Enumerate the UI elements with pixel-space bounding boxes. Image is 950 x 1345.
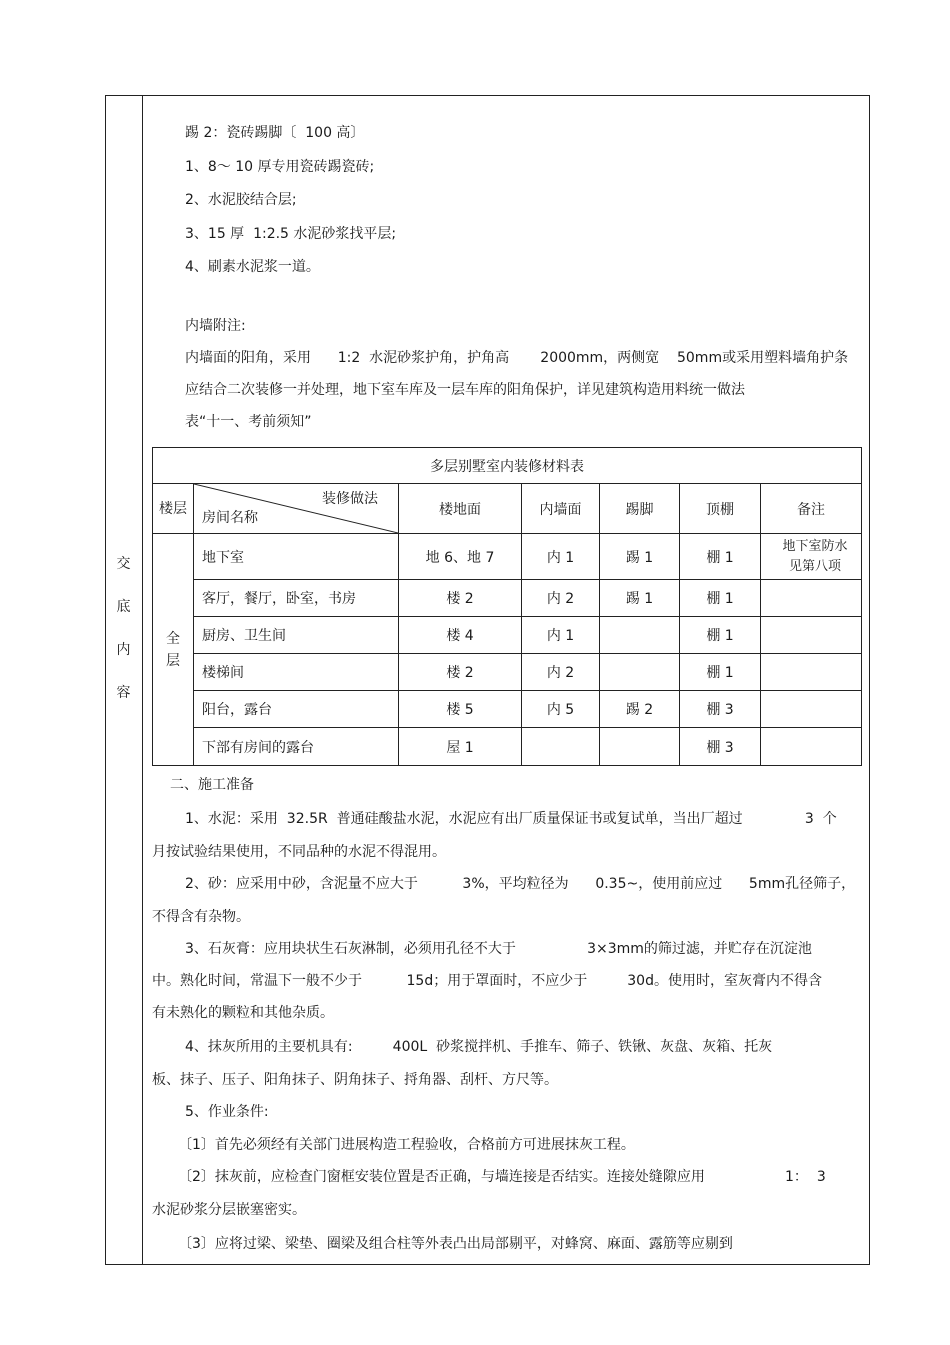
floor-group-label: 全层	[166, 630, 180, 669]
room-cell: 下部有房间的露台	[194, 728, 399, 766]
table-row	[153, 580, 862, 617]
notes-cell	[761, 654, 862, 691]
spec-line: 2、水泥胶结合层;	[185, 192, 297, 208]
skirting-cell: 踢 1	[600, 534, 680, 580]
paragraph-line: 中。熟化时间，常温下一般不少于 15d；用于罩面时，不应少于 30d。使用时，室灰膏内不得含	[152, 973, 822, 989]
header-diagonal-cell	[194, 484, 399, 534]
table-title: 多层别墅室内装修材料表	[153, 448, 862, 484]
table-row	[153, 617, 862, 654]
side-label-char: 底	[116, 599, 131, 615]
header-notes: 备注	[761, 484, 862, 534]
notes-cell	[761, 617, 862, 654]
table-row	[153, 654, 862, 691]
ceiling-cell: 棚 1	[680, 580, 761, 617]
ceiling-cell: 棚 1	[680, 654, 761, 691]
ceiling-cell: 棚 1	[680, 617, 761, 654]
note-line: 表“十一、考前须知”	[185, 414, 312, 430]
room-cell: 客厅，餐厅，卧室，书房	[194, 580, 399, 617]
skirting-cell	[600, 728, 680, 766]
section-heading: 二、施工准备	[170, 777, 254, 793]
column-divider	[142, 95, 143, 1265]
notes-line: 地下室防水	[782, 538, 848, 554]
paragraph-line: 板、抹子、压子、阳角抹子、阴角抹子、捋角器、刮杆、方尺等。	[152, 1072, 558, 1088]
skirting-title: 踢 2：瓷砖踢脚〔 100 高〕	[185, 125, 365, 141]
floor-cell: 楼 5	[399, 691, 522, 728]
notes-cell	[761, 580, 862, 617]
wall-cell: 内 2	[522, 654, 600, 691]
paragraph-line: 5、作业条件:	[185, 1104, 269, 1120]
paragraph-line: 〔2〕抹灰前，应检查门窗框安装位置是否正确，与墙连接是否结实。连接处缝隙应用 1： 3	[178, 1169, 826, 1185]
header-floor	[153, 484, 194, 534]
spec-line: 4、刷素水泥浆一道。	[185, 259, 320, 275]
header-method: 装修做法	[322, 491, 378, 507]
side-label-char: 容	[116, 685, 131, 701]
table-row	[153, 534, 862, 580]
skirting-cell	[600, 654, 680, 691]
floor-cell: 楼 2	[399, 654, 522, 691]
paragraph-line: 有未熟化的颗粒和其他杂质。	[152, 1005, 334, 1021]
side-label-char: 交	[116, 556, 131, 572]
spec-line: 3、15 厚 1:2.5 水泥砂浆找平层;	[185, 226, 397, 242]
paragraph-line: 〔1〕首先必须经有关部门进展构造工程验收，合格前方可进展抹灰工程。	[178, 1137, 635, 1153]
floor-cell: 屋 1	[399, 728, 522, 766]
header-floor-ground: 楼地面	[399, 484, 522, 534]
ceiling-cell: 棚 1	[680, 534, 761, 580]
notes-cell	[761, 728, 862, 766]
floor-cell: 地 6、地 7	[399, 534, 522, 580]
skirting-cell	[600, 617, 680, 654]
note-title: 内墙附注:	[185, 318, 246, 334]
room-cell: 楼梯间	[194, 654, 399, 691]
wall-cell: 内 5	[522, 691, 600, 728]
notes-cell	[761, 534, 862, 580]
note-line: 应结合二次装修一并处理，地下室车库及一层车库的阳角保护，详见建筑构造用料统一做法	[185, 382, 745, 398]
ceiling-cell: 棚 3	[680, 728, 761, 766]
floor-cell: 楼 4	[399, 617, 522, 654]
wall-cell: 内 1	[522, 617, 600, 654]
paragraph-line: 2、砂：应采用中砂，含泥量不应大于 3%，平均粒径为 0.35~，使用前应过 5mm孔径筛子，	[185, 876, 856, 892]
header-inner-wall: 内墙面	[522, 484, 600, 534]
paragraph-line: 水泥砂浆分层嵌塞密实。	[152, 1202, 306, 1218]
notes-cell	[761, 691, 862, 728]
side-label-char: 内	[116, 642, 131, 658]
skirting-cell: 踢 1	[600, 580, 680, 617]
header-ceiling: 顶棚	[680, 484, 761, 534]
spec-line: 1、8～ 10 厚专用瓷砖踢瓷砖;	[185, 159, 375, 175]
floor-cell: 楼 2	[399, 580, 522, 617]
room-cell: 厨房、卫生间	[194, 617, 399, 654]
floor-group-cell	[153, 534, 194, 766]
room-cell: 阳台，露台	[194, 691, 399, 728]
header-floor-text: 楼层	[159, 500, 187, 517]
paragraph-line: 不得含有杂物。	[152, 909, 250, 925]
notes-line: 见第八项	[789, 558, 842, 574]
paragraph-line: 〔3〕应将过梁、梁垫、圈梁及组合柱等外表凸出局部剔平，对蜂窝、麻面、露筋等应剔到	[178, 1236, 733, 1252]
paragraph-line: 4、抹灰所用的主要机具有: 400L 砂浆搅拌机、手推车、筛子、铁锹、灰盘、灰箱、托灰	[185, 1039, 773, 1055]
wall-cell: 内 2	[522, 580, 600, 617]
ceiling-cell: 棚 3	[680, 691, 761, 728]
paragraph-line: 1、水泥：采用 32.5R 普通硅酸盐水泥，水泥应有出厂质量保证书或复试单，当出厂超过 3 个	[185, 811, 837, 827]
wall-cell: 内 1	[522, 534, 600, 580]
header-skirting: 踢脚	[600, 484, 680, 534]
table-row	[153, 728, 862, 766]
header-room-name: 房间名称	[202, 510, 258, 526]
paragraph-line: 3、石灰膏：应用块状生石灰淋制，必须用孔径不大于 3×3mm的筛过滤，并贮存在沉淀池	[185, 941, 812, 957]
materials-table	[152, 447, 862, 766]
room-cell: 地下室	[194, 534, 399, 580]
skirting-cell: 踢 2	[600, 691, 680, 728]
wall-cell	[522, 728, 600, 766]
note-line: 内墙面的阳角，采用 1:2 水泥砂浆护角，护角高 2000mm，两侧宽 50mm或采用塑料墙角护条	[185, 350, 849, 366]
table-row	[153, 691, 862, 728]
paragraph-line: 月按试验结果使用，不同品种的水泥不得混用。	[152, 844, 446, 860]
